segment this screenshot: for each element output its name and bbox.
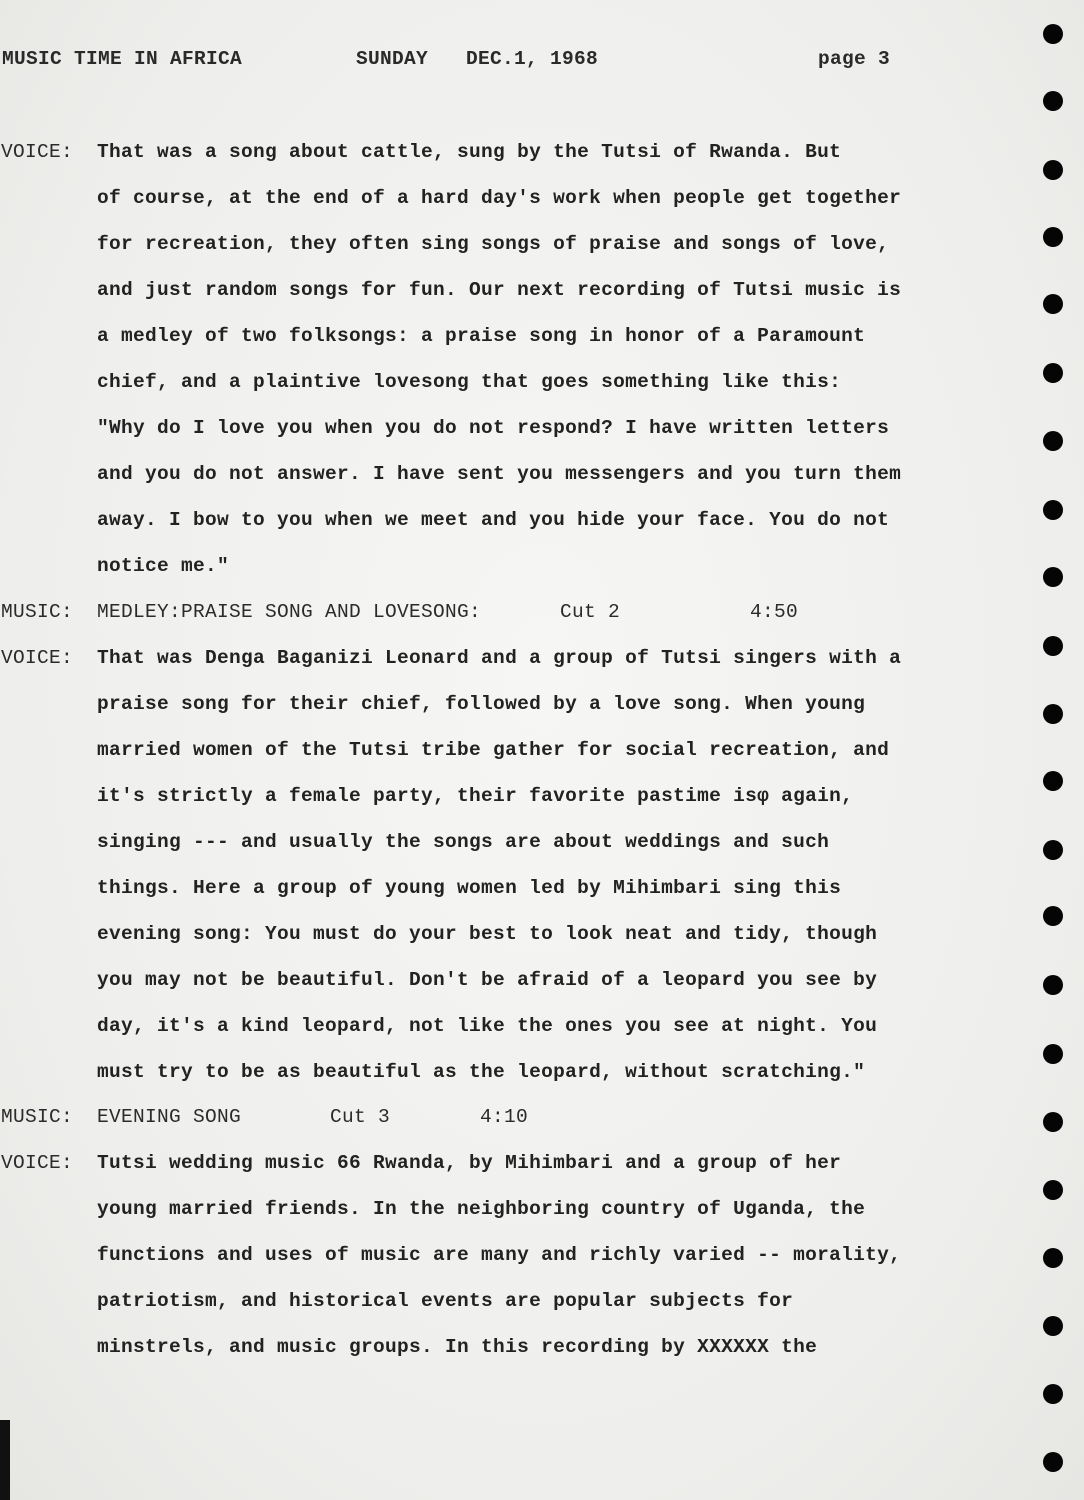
voice-text: day, it's a kind leopard, not like the ones you see at night. You [97, 1015, 878, 1037]
voice-text: must try to be as beautiful as the leopard, without scratching." [97, 1061, 866, 1083]
page-number: page 3 [818, 48, 891, 70]
voice-text: a medley of two folksongs: a praise song in honor of a Paramount [97, 325, 866, 347]
voice-text: functions and uses of music are many and richly varied -- morality, [97, 1244, 902, 1266]
voice-text: young married friends. In the neighboring country of Uganda, the [97, 1198, 866, 1220]
music-title: EVENING SONG [97, 1106, 242, 1128]
perforation-hole [1043, 1452, 1063, 1472]
music-label: MUSIC: [1, 1106, 74, 1128]
voice-label: VOICE: [1, 141, 74, 163]
perforation-hole [1043, 1316, 1063, 1336]
perforation-hole [1043, 160, 1063, 180]
perforation-hole [1043, 704, 1063, 724]
perforation-hole [1043, 975, 1063, 995]
voice-text: married women of the Tutsi tribe gather for social recreation, and [97, 739, 890, 761]
voice-label: VOICE: [1, 647, 74, 669]
perforation-hole [1043, 840, 1063, 860]
perforation-hole [1043, 294, 1063, 314]
voice-text: it's strictly a female party, their favorite pastime isφ again, [97, 785, 854, 807]
voice-text: for recreation, they often sing songs of praise and songs of love, [97, 233, 890, 255]
voice-text: of course, at the end of a hard day's work when people get together [97, 187, 902, 209]
voice-text: and you do not answer. I have sent you messengers and you turn them [97, 463, 902, 485]
voice-text: evening song: You must do your best to look neat and tidy, though [97, 923, 878, 945]
voice-text: away. I bow to you when we meet and you hide your face. You do not [97, 509, 890, 531]
perforation-hole [1043, 431, 1063, 451]
music-duration: 4:50 [750, 601, 799, 623]
perforation-hole [1043, 1248, 1063, 1268]
voice-text: That was Denga Baganizi Leonard and a group of Tutsi singers with a [97, 647, 902, 669]
voice-text: "Why do I love you when you do not respond? I have written letters [97, 417, 890, 439]
voice-text: patriotism, and historical events are popular subjects for [97, 1290, 794, 1312]
perforation-hole [1043, 1044, 1063, 1064]
voice-text: you may not be beautiful. Don't be afraid of a leopard you see by [97, 969, 878, 991]
perforation-hole [1043, 771, 1063, 791]
perforation-hole [1043, 363, 1063, 383]
voice-text: praise song for their chief, followed by a love song. When young [97, 693, 866, 715]
broadcast-date: DEC.1, 1968 [466, 48, 599, 70]
perforation-hole [1043, 1112, 1063, 1132]
perforation-hole [1043, 227, 1063, 247]
voice-text: That was a song about cattle, sung by the Tutsi of Rwanda. But [97, 141, 842, 163]
voice-text: notice me." [97, 555, 230, 577]
perforation-hole [1043, 1180, 1063, 1200]
perforation-hole [1043, 1384, 1063, 1404]
music-title: MEDLEY:PRAISE SONG AND LOVESONG: [97, 601, 482, 623]
voice-label: VOICE: [1, 1152, 74, 1174]
voice-text: things. Here a group of young women led by Mihimbari sing this [97, 877, 842, 899]
program-title: MUSIC TIME IN AFRICA [2, 48, 243, 70]
page-header [0, 48, 1084, 72]
voice-text: singing --- and usually the songs are about weddings and such [97, 831, 830, 853]
voice-text: minstrels, and music groups. In this recording by XXXXXX the [97, 1336, 818, 1358]
broadcast-day: SUNDAY [356, 48, 429, 70]
voice-text: Tutsi wedding music 66 Rwanda, by Mihimbari and a group of her [97, 1152, 842, 1174]
perforation-hole [1043, 91, 1063, 111]
perforation-hole [1043, 636, 1063, 656]
voice-text: and just random songs for fun. Our next recording of Tutsi music is [97, 279, 902, 301]
music-cut: Cut 2 [560, 601, 621, 623]
perforation-hole [1043, 567, 1063, 587]
music-cut: Cut 3 [330, 1106, 391, 1128]
music-label: MUSIC: [1, 601, 74, 623]
perforation-hole [1043, 24, 1063, 44]
perforation-hole [1043, 906, 1063, 926]
torn-edge-shadow [0, 1420, 10, 1500]
voice-text: chief, and a plaintive lovesong that goes something like this: [97, 371, 842, 393]
music-duration: 4:10 [480, 1106, 529, 1128]
perforation-hole [1043, 500, 1063, 520]
